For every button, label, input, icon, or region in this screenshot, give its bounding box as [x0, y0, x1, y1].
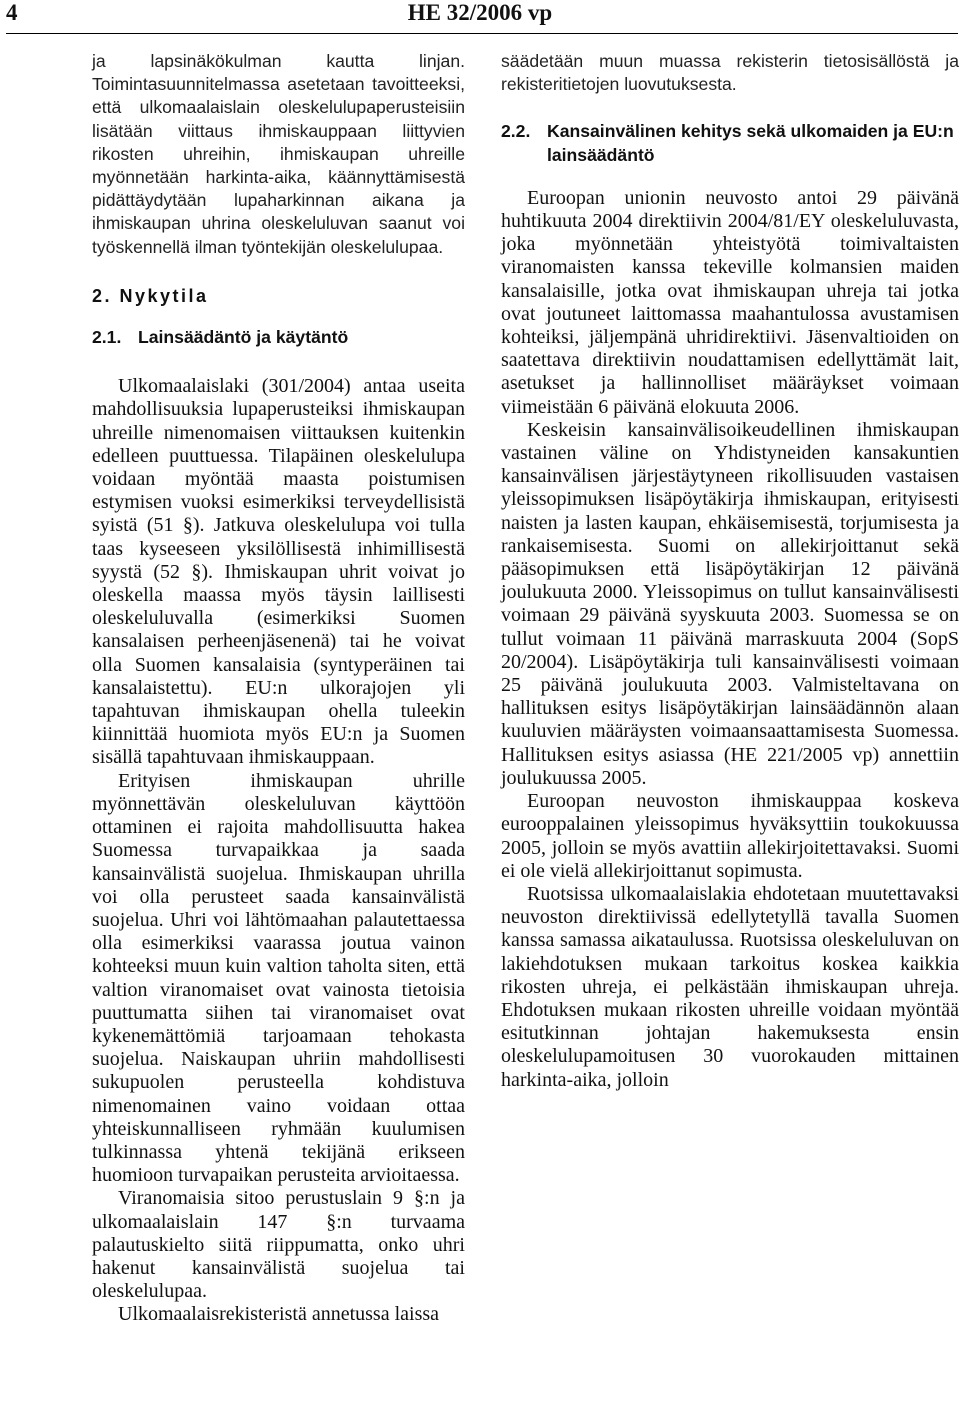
body-paragraph: Ulkomaalaislaki (301/2004) antaa useita mahdollisuuksia lupaperusteiksi ihmiskaupan uhreille nimenomaisen viittauksen kuitenkin edelleen puuttuessa. Tilapäinen oleskelulupa voidaan myöntää maasta poistumisen estymisen vuoksi esimerkiksi terveydellisistä syistä (51 §). Jatkuva oleskelulupa voi tulla taas kyseeseen yksilöllisestä inhimillisestä syystä (52 §). Ihmiskaupan uhrit voivat jo oleskella maassa myös täysin laillisesti oleskeluluvalla (esimerkiksi Suomen kansalaisen perheenjäsenenä) tai he voivat olla Suomen kansalaisia (syntyperäinen tai kansalaistettu). EU:n ulkorajojen yli tapahtuvan ihmiskaupan ohella tuleekin kiinnittää huomiota myös EU:n ja Suomen sisällä tapahtuvaan ihmiskauppaan.	[92, 375, 465, 769]
body-paragraph: Keskeisin kansainvälisoikeudellinen ihmiskaupan vastainen väline on Yhdistyneiden kansakuntien kansainvälisen järjestäytyneen rikollisuuden vastaisen yleissopimuksen lisäpöytäkirja ihmiskaupan, erityisesti naisten ja lasten kaupan, ehkäisemisestä, torjumisesta ja rankaisemisesta. Suomi on allekirjoittanut sekä pääsopimuksen että lisäpöytäkirjan 12 päivänä joulukuuta 2000. Yleissopimus on tullut kansainvälisesti voimaan 29 päivänä syyskuuta 2003. Suomessa se on tullut voimaan 11 päivänä marraskuuta 2004 (SopS 20/2004). Lisäpöytäkirja tuli kansainvälisesti voimaan 25 päivänä joulukuuta 2003. Valmisteltavana on hallituksen esitys lisäpöytäkirjan lainsäädännön alaan kuuluvien määräysten voimaansaattamisesta Suomessa. Hallituksen esitys asiassa (HE 221/2005 vp) annettiin joulukuussa 2005.	[501, 418, 959, 789]
page-number: 4	[6, 0, 18, 25]
intro-paragraph: ja lapsinäkökulman kautta linjan. Toimintasuunnitelmassa asetetaan tavoitteeksi, että ulkomaalaislain oleskelulupaperusteisiin lisätään viittaus ihmiskauppaan liittyvien rikosten uhreihin, ihmiskaupan uhreille myönnetään harkinta-aika, käännyttämisestä pidättäydytään lupaharkinnan aikana ja ihmiskaupan uhrina oleskeluluvan saanut voi työskennellä ilman työntekijän oleskelulupaa.	[92, 51, 465, 257]
body-paragraph: Euroopan unionin neuvosto antoi 29 päivänä huhtikuuta 2004 direktiivin 2004/81/EY oleskeluluvasta, joka myönnetään yhteistyötä toimivaltaisten viranomaisten kanssa tekeville kolmansien maiden kansalaisille, jotka ovat ihmiskaupan uhreja tai jotka ovat joutuneet laittomassa maahantulossa avustamisen kohteiksi, jäljempänä uhridirektiivi. Jäsenvaltioiden on saatettava direktiivin noudattamisen edellyttämät lait, asetukset ja hallinnolliset määräykset voimaan viimeistään 6 päivänä elokuuta 2006.	[501, 186, 959, 418]
subsection-heading	[501, 120, 959, 166]
section-title: 2. Nykytila	[92, 285, 209, 306]
document-id: HE 32/2006 vp	[407, 0, 553, 25]
body-paragraph: Ulkomaalaisrekisteristä annetussa laissa	[118, 1303, 440, 1326]
subsection-heading	[92, 326, 465, 349]
subsection-title: Kansainvälinen kehitys sekä ulkomaiden ja EU:n lainsäädäntö	[547, 121, 954, 165]
subsection-number: 2.2.	[501, 121, 531, 142]
header-rule	[6, 33, 958, 34]
body-paragraph: Erityisen ihmiskaupan uhrille myönnettävän oleskeluluvan käyttöön ottaminen ei rajoita mahdollisuutta hakea Suomessa turvapaikkaa ja saada kansainvälistä suojelua. Ihmiskaupan uhrilla voi olla perusteet saada kansainvälistä suojelua. Uhri voi lähtömaahan palautettaessa olla esimerkiksi vaarassa joutua vainon kohteeksi muun kuin valtion taholta siten, että valtion viranomaiset ovat vainosta tietoisia puuttumatta siihen tai viranomaiset ovat kykenemättömiä tarjoamaan tehokasta suojelua. Naiskaupan uhriin mahdollisesti sukupuolen perusteella kohdistuva nimenomainen vaino voidaan ottaa yhteiskunnalliseen ryhmään kuulumisen tulkinnassa yhtenä tekijänä erikseen huomioon turvapaikan perusteita arvioitaessa.	[92, 769, 465, 1187]
continuation-paragraph: säädetään muun muassa rekisterin tietosisällöstä ja rekisteritietojen luovutuksesta.	[501, 51, 959, 95]
right-column	[501, 50, 959, 1092]
body-paragraph: Ruotsissa ulkomaalaislakia ehdotetaan muutettavaksi neuvoston direktiivissä edellytetyllä tavalla Suomen kanssa samassa aikataulussa. Ruotsissa oleskeluluvan on lakiehdotuksen mukaan tarkoitus koskea kaikkia rikosten uhreja, ei pelkästään ihmiskaupan uhreja. Ehdotuksen mukaan rikosten uhreille voidaan myöntää esitutkinnan johtajan hakemuksesta ensin oleskelulupamoitusen 30 vuorokauden mittainen harkinta-aika, jolloin	[501, 882, 959, 1091]
subsection-title: Lainsäädäntö ja käytäntö	[138, 327, 349, 348]
left-column	[92, 50, 465, 1327]
body-paragraph: Viranomaisia sitoo perustuslain 9 §:n ja ulkomaalaislain 147 §:n turvaama palautuskielto siitä riippumatta, onko uhri hakenut kansainvälistä suojelua tai oleskelulupaa.	[92, 1187, 465, 1303]
page-header	[0, 0, 960, 36]
subsection-number: 2.1.	[92, 327, 122, 348]
body-paragraph: Euroopan neuvoston ihmiskauppaa koskeva eurooppalainen yleissopimus hyväksyttiin toukokuussa 2005, jolloin se myös avattiin allekirjoitettavaksi. Suomi ei ole vielä allekirjoittanut sopimusta.	[501, 790, 959, 882]
